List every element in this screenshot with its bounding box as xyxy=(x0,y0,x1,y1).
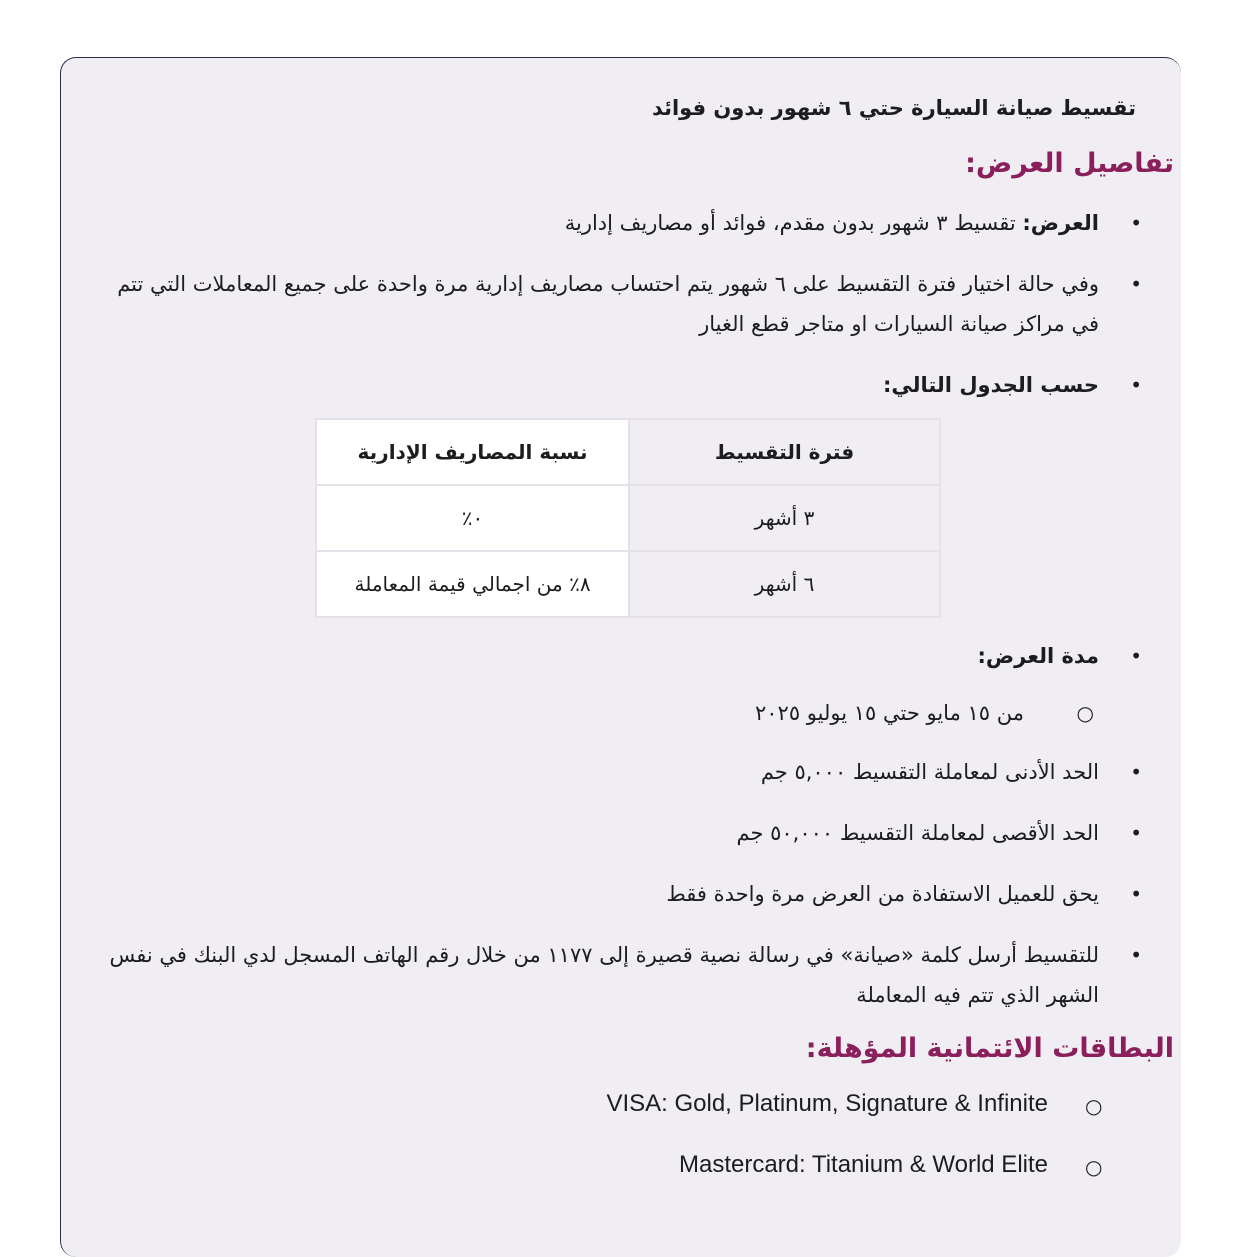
offer-title: تقسيط صيانة السيارة حتي ٦ شهور بدون فوائد xyxy=(651,96,1136,120)
table-header-row xyxy=(316,419,940,485)
circle-marker: ○ xyxy=(1085,1155,1103,1179)
sms-text: للتقسيط أرسل كلمة «صيانة» في رسالة نصية قصيرة إلى ١١٧٧ من خلال رقم الهاتف المسجل لدي البنك في نفس الشهر الذي تتم فيه المعاملة xyxy=(109,943,1099,1007)
bullet-table-intro xyxy=(89,365,1142,405)
header-fee: نسبة المصاريف الإدارية xyxy=(316,419,629,485)
table-row xyxy=(316,551,940,617)
table-intro-text: حسب الجدول التالي: xyxy=(882,373,1099,397)
bullet-dot: • xyxy=(1130,943,1142,967)
circle-marker: ○ xyxy=(1076,701,1094,725)
offer-text: تقسيط ٣ شهور بدون مقدم، فوائد أو مصاريف إدارية xyxy=(564,211,1023,235)
min-amount-text: الحد الأدنى لمعاملة التقسيط ٥,٠٠٠ جم xyxy=(760,760,1099,784)
bullet-offer xyxy=(89,203,1142,243)
fees-table xyxy=(315,418,941,618)
bullet-dot: • xyxy=(1130,272,1142,296)
bullet-max-amount xyxy=(89,813,1142,853)
bullet-dot: • xyxy=(1130,760,1142,784)
row-fee: ٠٪ xyxy=(316,485,629,551)
bullet-once-only xyxy=(89,874,1142,914)
row-period: ٦ أشهر xyxy=(629,551,940,617)
row-fee: ٨٪ من اجمالي قيمة المعاملة xyxy=(316,551,629,617)
eligible-card-mastercard: Mastercard: Titanium & World Elite xyxy=(678,1151,1048,1178)
bullet-dot: • xyxy=(1130,821,1142,845)
details-heading: تفاصيل العرض: xyxy=(965,148,1174,179)
max-amount-text: الحد الأقصى لمعاملة التقسيط ٥٠,٠٠٠ جم xyxy=(736,821,1099,845)
six-months-text: وفي حالة اختيار فترة التقسيط على ٦ شهور يتم احتساب مصاريف إدارية مرة واحدة على جميع المعاملات التي تتم في مراكز صيانة السيارات او متاجر قطع الغيار xyxy=(117,272,1099,336)
bullet-dot: • xyxy=(1130,373,1142,397)
circle-marker: ○ xyxy=(1085,1094,1103,1118)
bullet-sms xyxy=(89,935,1142,1015)
bullet-dot: • xyxy=(1130,644,1142,668)
eligible-card-visa: VISA: Gold, Platinum, Signature & Infinite xyxy=(606,1090,1048,1117)
offer-label: العرض: xyxy=(1022,211,1099,235)
bullet-dot: • xyxy=(1130,211,1142,235)
bullet-six-months xyxy=(89,264,1142,344)
duration-label: مدة العرض: xyxy=(977,644,1099,668)
row-period: ٣ أشهر xyxy=(629,485,940,551)
bullet-duration xyxy=(89,636,1142,676)
eligible-cards-heading: البطاقات الائتمانية المؤهلة: xyxy=(805,1033,1174,1064)
header-period: فترة التقسيط xyxy=(629,419,940,485)
once-only-text: يحق للعميل الاستفادة من العرض مرة واحدة فقط xyxy=(666,882,1099,906)
duration-value-item xyxy=(424,693,1094,733)
bullet-min-amount xyxy=(89,752,1142,792)
bullet-dot: • xyxy=(1130,882,1142,906)
duration-value: من ١٥ مايو حتي ١٥ يوليو ٢٠٢٥ xyxy=(754,701,1024,725)
table-row xyxy=(316,485,940,551)
